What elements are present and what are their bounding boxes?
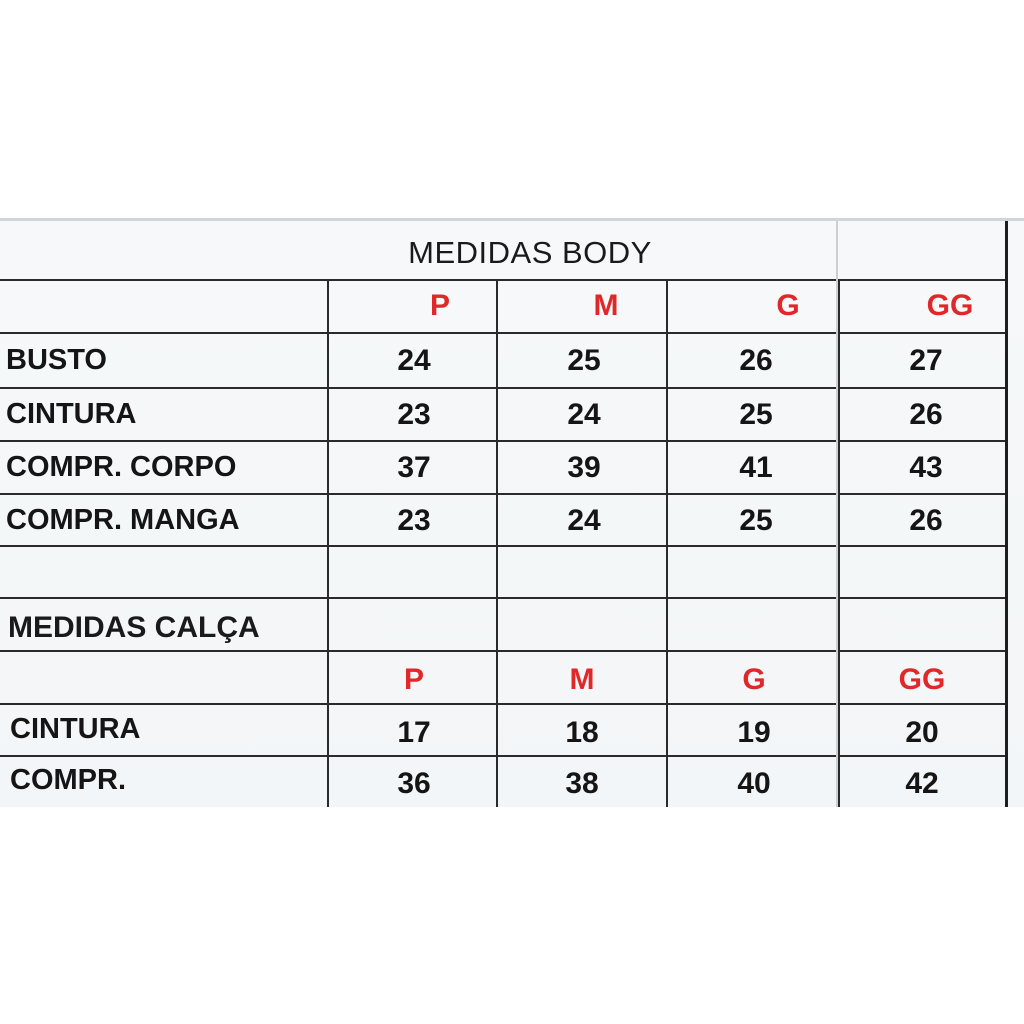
grid-line [0,279,1008,281]
size-header-gg: GG [926,289,974,322]
grid-line [0,650,1008,652]
grid-line [327,279,329,807]
grid-line [838,279,840,807]
table-cell: 24 [567,504,601,537]
table-cell: 36 [397,767,431,800]
row-label-compr: COMPR. [10,764,126,796]
grid-line [0,387,1008,389]
grid-line [0,493,1008,495]
table-cell: 25 [739,398,773,431]
grid-line [0,440,1008,442]
table-cell: 43 [909,451,943,484]
size-header-m: M [569,663,595,696]
table-cell: 42 [905,767,939,800]
grid-line [0,597,1008,599]
table-cell: 39 [567,451,601,484]
size-header-gg: GG [898,663,946,696]
size-header-g: G [742,663,766,696]
pants-table-title: MEDIDAS CALÇA [8,611,260,644]
body-table-title: MEDIDAS BODY [408,235,652,270]
row-label-compr-corpo: COMPR. CORPO [6,451,237,483]
table-cell: 23 [397,398,431,431]
row-label-cintura: CINTURA [10,713,141,745]
table-cell: 26 [739,344,773,377]
table-cell: 25 [739,504,773,537]
table-cell: 38 [565,767,599,800]
size-header-m: M [593,289,619,322]
size-chart-sheet [0,218,1024,807]
row-label-busto: BUSTO [6,344,107,376]
table-cell: 27 [909,344,943,377]
row-label-cintura: CINTURA [6,398,137,430]
size-header-p: P [403,663,424,696]
table-cell: 41 [739,451,773,484]
table-cell: 24 [397,344,431,377]
table-cell: 19 [737,716,771,749]
grid-line [0,703,1008,705]
table-cell: 26 [909,504,943,537]
grid-line [0,545,1008,547]
grid-line [666,279,668,807]
table-cell: 17 [397,716,431,749]
grid-line [0,755,1008,757]
table-cell: 25 [567,344,601,377]
table-cell: 40 [737,767,771,800]
table-cell: 24 [567,398,601,431]
grid-line [0,332,1008,334]
grid-line [496,279,498,807]
table-cell: 37 [397,451,431,484]
size-header-g: G [776,289,800,322]
table-cell: 26 [909,398,943,431]
table-cell: 20 [905,716,939,749]
row-label-compr-manga: COMPR. MANGA [6,504,240,536]
table-cell: 18 [565,716,599,749]
table-cell: 23 [397,504,431,537]
size-header-p: P [429,289,450,322]
